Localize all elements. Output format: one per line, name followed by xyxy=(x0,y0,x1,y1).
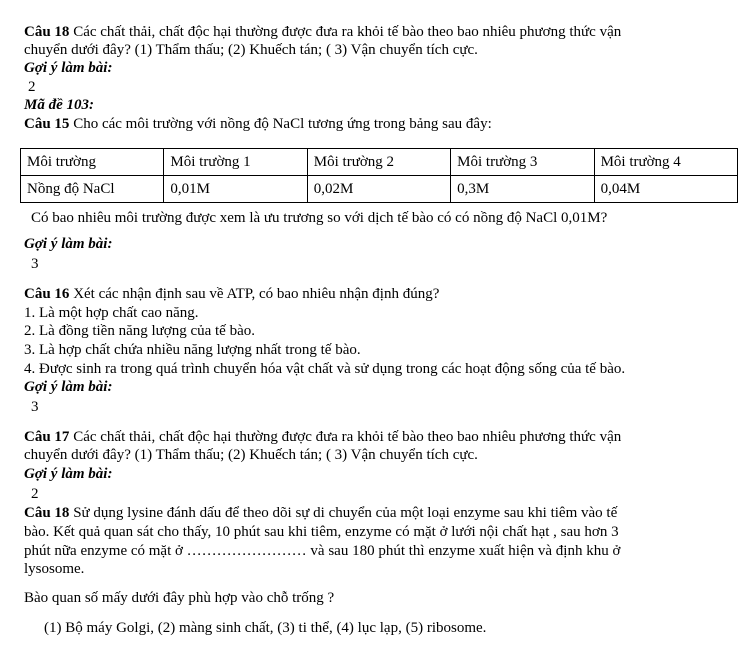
question-18-options: (1) Bộ máy Golgi, (2) màng sinh chất, (3) ti thể, (4) lục lạp, (5) ribosome. xyxy=(44,620,487,636)
question-15-prompt: Có bao nhiêu môi trường được xem là ưu trương so với dịch tế bào có có nồng độ NaCl 0,01M? xyxy=(31,210,608,226)
table-cell: Môi trường xyxy=(21,149,164,176)
question-18-line2: bào. Kết quả quan sát cho thấy, 10 phút sau khi tiêm, enzyme có mặt ở lưới nội chất hạt , sau hơn 3 xyxy=(24,524,619,540)
table-cell: 0,3M xyxy=(451,176,594,203)
question-18-line1 xyxy=(24,505,617,522)
table-cell: 0,01M xyxy=(164,176,307,203)
question-18-prompt: Bào quan số mấy dưới đây phù hợp vào chỗ trống ? xyxy=(24,590,335,606)
table-cell: Môi trường 2 xyxy=(307,149,450,176)
question-16-line1 xyxy=(24,286,439,303)
question-17-line1 xyxy=(24,429,621,446)
question-label: Câu 16 xyxy=(24,286,70,302)
list-item: 1. Là một hợp chất cao năng. xyxy=(24,305,199,321)
answer: 2 xyxy=(28,79,36,95)
question-label: Câu 18 xyxy=(24,505,70,521)
table-cell: Nồng độ NaCl xyxy=(21,176,164,203)
question-label: Câu 17 xyxy=(24,429,70,445)
question-18-top-line1 xyxy=(24,24,621,41)
answer: 3 xyxy=(31,399,39,415)
hint-heading: Gợi ý làm bài: xyxy=(24,379,113,395)
table-row xyxy=(21,176,738,203)
nacl-table xyxy=(20,148,738,203)
question-18-line3: phút nữa enzyme có mặt ở …………………… và sau 180 phút thì enzyme xuất hiện và định khu ở xyxy=(24,543,621,559)
question-18-top-line2: chuyển dưới đây? (1) Thẩm thấu; (2) Khuếch tán; ( 3) Vận chuyển tích cực. xyxy=(24,42,478,58)
question-label: Câu 15 xyxy=(24,116,70,132)
table-header-row xyxy=(21,149,738,176)
table-cell: 0,04M xyxy=(594,176,737,203)
table-cell: Môi trường 3 xyxy=(451,149,594,176)
table-cell: Môi trường 1 xyxy=(164,149,307,176)
answer: 2 xyxy=(31,486,39,502)
question-label: Câu 18 xyxy=(24,24,70,40)
question-text: Cho các môi trường với nồng độ NaCl tương ứng trong bảng sau đây: xyxy=(69,116,492,132)
question-text: Các chất thải, chất độc hại thường được đưa ra khỏi tế bào theo bao nhiêu phương thức vận xyxy=(69,429,622,445)
exam-code-heading: Mã đề 103: xyxy=(24,97,94,113)
hint-heading: Gợi ý làm bài: xyxy=(24,236,113,252)
list-item: 3. Là hợp chất chứa nhiều năng lượng nhất trong tế bào. xyxy=(24,342,361,358)
hint-heading: Gợi ý làm bài: xyxy=(24,60,113,76)
list-item: 4. Được sinh ra trong quá trình chuyển hóa vật chất và sử dụng trong các hoạt động sống của tế bào. xyxy=(24,361,626,377)
question-18-line4: lysosome. xyxy=(24,561,85,577)
question-text: Sử dụng lysine đánh dấu để theo dõi sự di chuyển của một loại enzyme sau khi tiêm vào tế xyxy=(69,505,618,521)
list-item: 2. Là đồng tiền năng lượng của tế bào. xyxy=(24,323,255,339)
question-15-line1 xyxy=(24,116,492,133)
question-text: Xét các nhận định sau về ATP, có bao nhiêu nhận định đúng? xyxy=(69,286,440,302)
table-cell: 0,02M xyxy=(307,176,450,203)
question-17-line2: chuyển dưới đây? (1) Thẩm thấu; (2) Khuếch tán; ( 3) Vận chuyển tích cực. xyxy=(24,447,478,463)
question-text: Các chất thải, chất độc hại thường được đưa ra khỏi tế bào theo bao nhiêu phương thức vận xyxy=(69,24,622,40)
hint-heading: Gợi ý làm bài: xyxy=(24,466,113,482)
answer: 3 xyxy=(31,256,39,272)
table-cell: Môi trường 4 xyxy=(594,149,737,176)
